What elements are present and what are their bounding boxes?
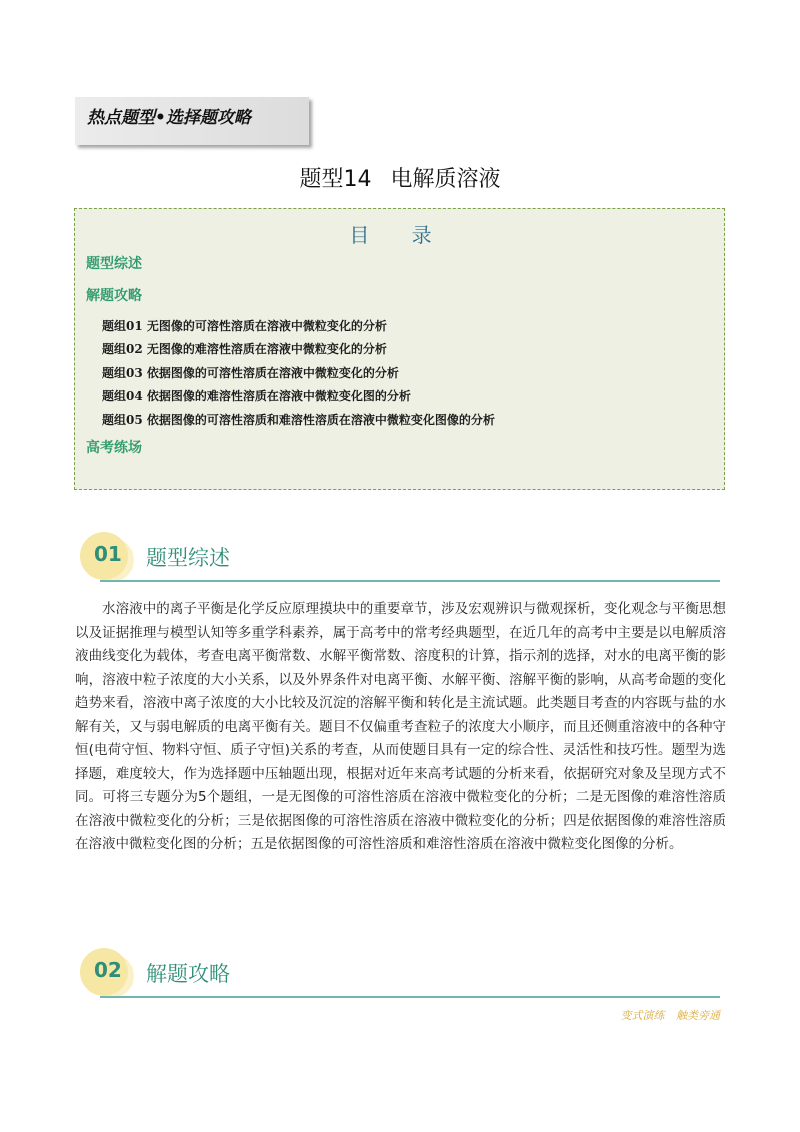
section-title: 解题攻略 xyxy=(146,962,230,986)
header-banner xyxy=(75,97,309,145)
toc-link-strategy[interactable]: 解题攻略 xyxy=(86,288,142,304)
toc-link-practice[interactable]: 高考练场 xyxy=(86,440,142,456)
toc-item[interactable]: 题组04 依据图像的难溶性溶质在溶液中微粒变化图的分析 xyxy=(102,389,411,403)
section-title: 题型综述 xyxy=(146,546,230,570)
toc-item[interactable]: 题组03 依据图像的可溶性溶质在溶液中微粒变化的分析 xyxy=(102,366,399,380)
table-of-contents xyxy=(74,208,725,490)
section-header-overview xyxy=(80,532,720,582)
section-number: 02 xyxy=(94,958,122,982)
section-divider xyxy=(100,996,720,998)
toc-item[interactable]: 题组05 依据图像的可溶性溶质和难溶性溶质在溶液中微粒变化图像的分析 xyxy=(102,413,495,427)
title-type-label: 题型14 xyxy=(299,167,372,192)
toc-link-overview[interactable]: 题型综述 xyxy=(86,256,142,272)
overview-paragraph: 水溶液中的离子平衡是化学反应原理摸块中的重要章节，涉及宏观辨识与微观探析，变化观念与平衡思想以及证据推理与模型认知等多重学科素养，属于高考中的常考经典题型，在近几年的高考中主要是以电解质溶液曲线变化为载体，考查电离平衡常数、水解平衡常数、溶度积的计算，指示剂的选择，对水的电离平衡的影响，溶液中粒子浓度的大小关系，以及外界条件对电离平衡、水解平衡、溶解平衡的影响，从高考命题的变化趋势来看，溶液中离子浓度的大小比较及沉淀的溶解平衡和转化是主流试题。此类题目考查的内容既与盐的水解有关，又与弱电解质的电离平衡有关。题目不仅偏重考查粒子的浓度大小顺序，而且还侧重溶液中的各种守恒(电荷守恒、物料守恒、质子守恒)关系的考查，从而使题目具有一定的综合性、灵活性和技巧性。题型为选择题，难度较大，作为选择题中压轴题出现，根据对近年来高考试题的分析来看，依据研究对象及呈现方式不同。可将三专题分为5个题组，一是无图像的可溶性溶质在溶液中微粒变化的分析；二是无图像的难溶性溶质在溶液中微粒变化的分析；三是依据图像的可溶性溶质在溶液中微粒变化的分析；四是依据图像的难溶性溶质在溶液中微粒变化图的分析；五是依据图像的可溶性溶质和难溶性溶质在溶液中微粒变化图像的分析。 xyxy=(75,601,726,852)
section-divider xyxy=(100,580,720,582)
section-note: 变式演练 触类旁通 xyxy=(620,1009,720,1022)
toc-heading: 目 录 xyxy=(349,223,450,247)
toc-item[interactable]: 题组02 无图像的难溶性溶质在溶液中微粒变化的分析 xyxy=(102,342,387,356)
section-header-strategy xyxy=(80,948,720,998)
toc-item[interactable]: 题组01 无图像的可溶性溶质在溶液中微粒变化的分析 xyxy=(102,319,387,333)
banner-label: 热点题型•选择题攻略 xyxy=(87,108,251,128)
title-text: 电解质溶液 xyxy=(390,167,501,192)
page-title xyxy=(0,162,800,193)
section-number: 01 xyxy=(94,542,122,566)
